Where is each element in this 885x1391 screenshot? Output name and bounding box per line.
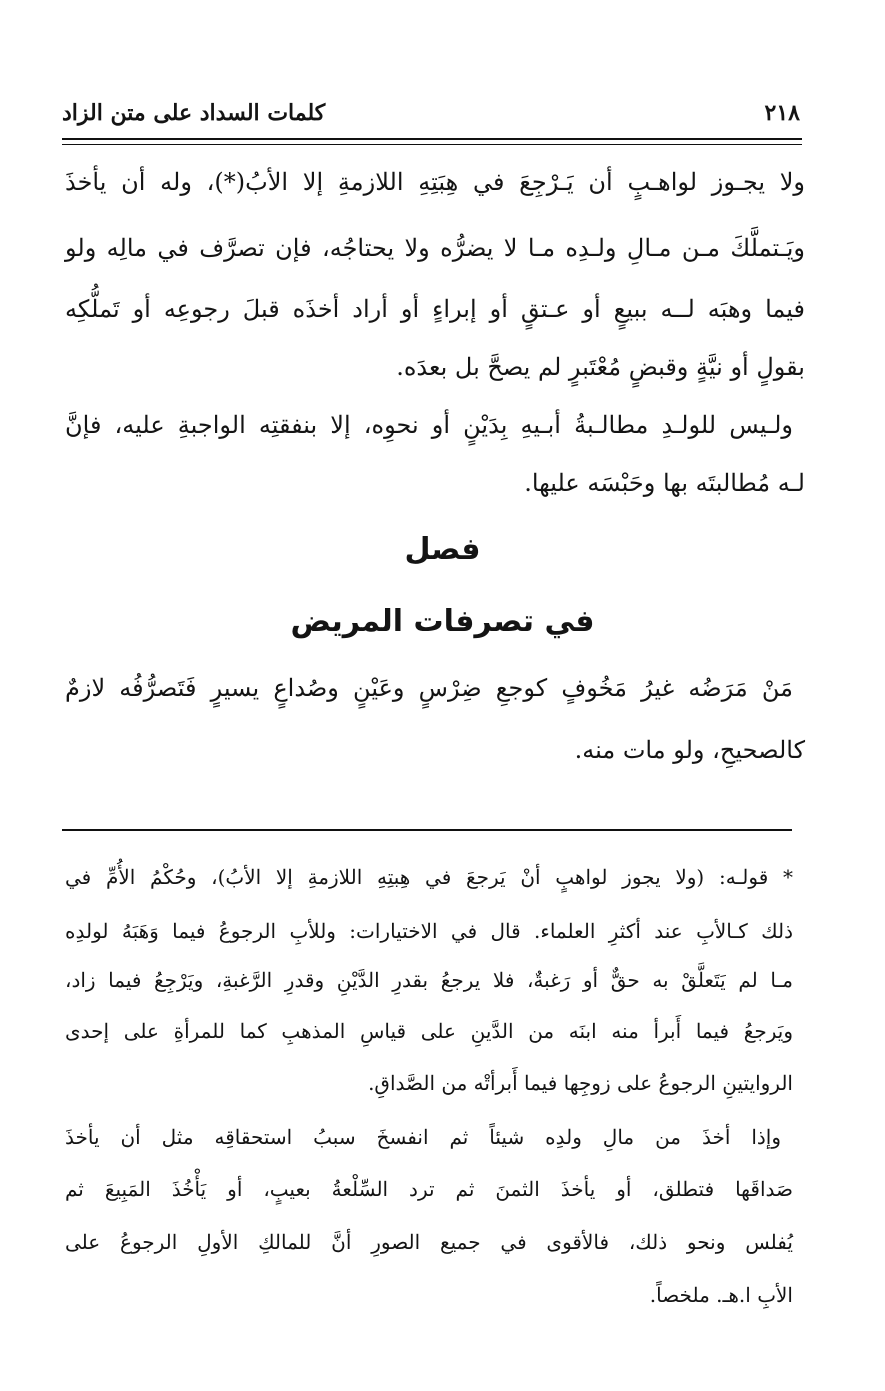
footnote-line: يُفلس ونحو ذلك، فالأقوى في جميع الصورِ أنَّ للمالكِ الأولِ الرجوعُ على <box>65 1230 793 1254</box>
footnote-line: صَداقَها فتطلق، أو يأخذَ الثمنَ ثم ترد السِّلْعةُ بعيبٍ، أو يَأْخُذَ المَبِيعَ ثم <box>65 1177 793 1201</box>
footnote-line: ذلك كـالأبِ عند أكثرِ العلماء. قال في الاختيارات: وللأبِ الرجوعُ فيما وَهَبَهُ لولدِه <box>65 919 793 943</box>
page-header <box>62 94 802 134</box>
main-text-line: ولا يجـوز لواهـبٍ أن يَـرْجِعَ في هِبَتِهِ اللازمةِ إلا الأبُ(*)، وله أن يأخذَ <box>65 168 805 196</box>
main-text-line: لـه مُطالبتَه بها وحَبْسَه عليها. <box>524 469 805 497</box>
footnote-line: * قولـه: (ولا يجوز لواهبٍ أنْ يَرجعَ في هِبتِهِ اللازمةِ إلا الأبُ)، وحُكْمُ الأُمِّ في <box>65 865 793 889</box>
footnote-line: وإذا أخذَ من مالِ ولدِه شيئاً ثم انفسخَ سببُ استحقاقِه مثل أن يأخذَ <box>65 1125 781 1149</box>
footnote-separator <box>62 829 792 831</box>
page-number: ٢١٨ <box>764 100 800 126</box>
main-text-line: مَنْ مَرَضُه غيرُ مَخُوفٍ كوجعِ ضِرْسٍ وعَيْنٍ وصُداعٍ يسيرٍ فَتَصرُّفُه لازمٌ <box>65 674 793 702</box>
main-text-line: ولـيس للولـدِ مطالـبةُ أبـيهِ بِدَيْنٍ أو نحوِه، إلا بنفقتِه الواجبةِ عليه، فإنَّ <box>65 411 793 439</box>
main-text-line: فيما وهبَه لــه ببيعٍ أو عـتقٍ أو إبراءٍ أو أراد أخذَه قبلَ رجوعِه أو تَملُّكِه <box>65 295 805 323</box>
footnote-line: ويَرجعُ فيما أَبرأ منه ابنَه من الدَّينِ على قياسِ المذهبِ كما للمرأةِ على إحدى <box>65 1019 793 1043</box>
footnote-line: مـا لم يَتَعلَّقْ به حقٌّ أو رَغبةٌ، فلا يرجعُ بقدرِ الدَّيْنِ وقدرِ الرَّغبةِ، ويَرْجِعُ فيما زاد، <box>65 968 793 992</box>
footnote-line: الأبِ ا.هـ. ملخصاً. <box>649 1283 793 1307</box>
header-rule <box>62 138 802 145</box>
section-subheading: في تصرفات المريض <box>290 604 595 639</box>
section-heading: فصل <box>404 532 481 567</box>
main-text-line: بقولٍ أو نيَّةٍ وقبضٍ مُعْتَبرٍ لم يصحَّ بل بعدَه. <box>396 353 805 381</box>
running-title: كلمات السداد على متن الزاد <box>62 100 326 126</box>
footnote-line: الروايتينِ الرجوعُ على زوجِها فيما أَبرأتْه من الصَّداقِ. <box>368 1071 793 1095</box>
main-text-line: ويَـتملَّكَ مـن مـالِ ولـدِه مـا لا يضرُّه ولا يحتاجُه، فإن تصرَّف في مالِه ولو <box>65 234 805 262</box>
main-text-line: كالصحيحِ، ولو مات منه. <box>574 736 805 764</box>
